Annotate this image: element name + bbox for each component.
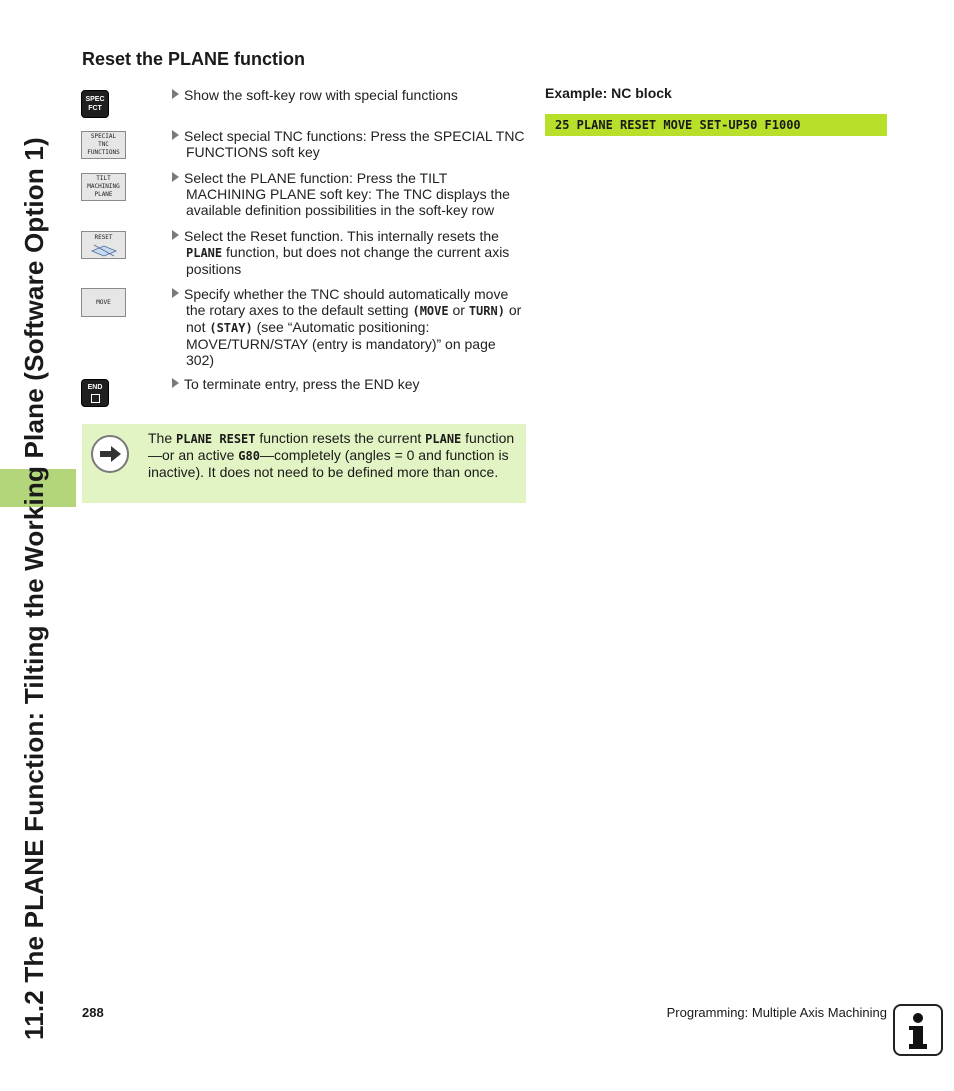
reset-softkey-icon <box>81 231 126 259</box>
note-text-part: function resets the current <box>255 430 426 446</box>
code-plane-reset: PLANE RESET <box>176 432 256 446</box>
note-box <box>82 424 526 503</box>
softkey-line: RESET <box>94 234 113 241</box>
step-1 <box>172 87 527 103</box>
step-3 <box>172 170 527 218</box>
step-4 <box>172 228 527 277</box>
step-4-text: Select the Reset function. This internally resets the <box>184 228 499 244</box>
code-move: (MOVE <box>412 304 449 318</box>
softkey-line: SPECIAL <box>90 133 117 140</box>
code-plane: PLANE <box>425 432 462 446</box>
move-softkey-icon <box>81 288 126 317</box>
example-label: Example: NC block <box>545 85 672 101</box>
step-5-text: (see “Automatic positioning: MOVE/TURN/STAY (entry is mandatory)” on page 302) <box>186 319 496 368</box>
bullet-arrow-icon <box>172 89 179 99</box>
arrow-right-icon <box>91 435 129 473</box>
page-number: 288 <box>82 1005 104 1020</box>
code-g80: G80 <box>238 449 260 463</box>
step-6-text: To terminate entry, press the END key <box>184 376 420 392</box>
tilted-plane-icon <box>90 242 118 258</box>
step-5-text: or <box>448 302 469 318</box>
end-key-square-icon <box>91 394 100 403</box>
softkey-line: TILT <box>96 175 111 182</box>
special-tnc-functions-softkey-icon <box>81 131 126 159</box>
step-2 <box>172 128 527 160</box>
step-3-text: Select the PLANE function: Press the TILT MACHINING PLANE soft key: The TNC displays the available definition possibilities in the soft-key row <box>184 170 510 218</box>
bullet-arrow-icon <box>172 230 179 240</box>
code-turn: TURN) <box>468 304 505 318</box>
bullet-arrow-icon <box>172 288 179 298</box>
bullet-arrow-icon <box>172 172 179 182</box>
softkey-line: PLANE <box>94 191 113 198</box>
spec-fct-key-line2: FCT <box>88 105 102 112</box>
tilt-machining-plane-softkey-icon <box>81 173 126 201</box>
end-key-icon <box>81 379 109 407</box>
step-2-text: Select special TNC functions: Press the SPECIAL TNC FUNCTIONS soft key <box>184 128 525 160</box>
nc-block-code: 25 PLANE RESET MOVE SET-UP50 F1000 <box>545 114 887 136</box>
step-1-text: Show the soft-key row with special functions <box>184 87 458 103</box>
step-6 <box>172 376 527 392</box>
softkey-line: FUNCTIONS <box>87 149 120 156</box>
spec-fct-key-icon <box>81 90 109 118</box>
bullet-arrow-icon <box>172 378 179 388</box>
bullet-arrow-icon <box>172 130 179 140</box>
step-5-text: or not <box>186 302 522 335</box>
step-5-text: Specify whether the TNC should automatically move the rotary axes to the default setting <box>184 286 509 318</box>
step-4-text: function, but does not change the current axis positions <box>186 244 510 277</box>
code-plane: PLANE <box>186 246 223 260</box>
note-text-part: —completely (angles = 0 and function is inactive). It does not need to be defined more than once. <box>148 447 509 480</box>
footer-chapter-text: Programming: Multiple Axis Machining <box>666 1005 887 1020</box>
note-text-part: function—or an active <box>148 430 515 463</box>
step-5 <box>172 286 527 368</box>
softkey-line: TNC <box>98 141 109 148</box>
info-icon <box>893 1004 943 1056</box>
softkey-line: MOVE <box>96 298 111 306</box>
softkey-line: MACHINING <box>87 183 120 190</box>
note-text <box>148 430 518 480</box>
chapter-side-title: 11.2 The PLANE Function: Tilting the Working Plane (Software Option 1) <box>19 137 49 1040</box>
code-stay: (STAY) <box>209 321 253 335</box>
spec-fct-key-line1: SPEC <box>85 96 105 103</box>
section-title: Reset the PLANE function <box>82 49 306 69</box>
end-key-label: END <box>87 384 103 391</box>
note-text-part: The <box>148 430 177 446</box>
